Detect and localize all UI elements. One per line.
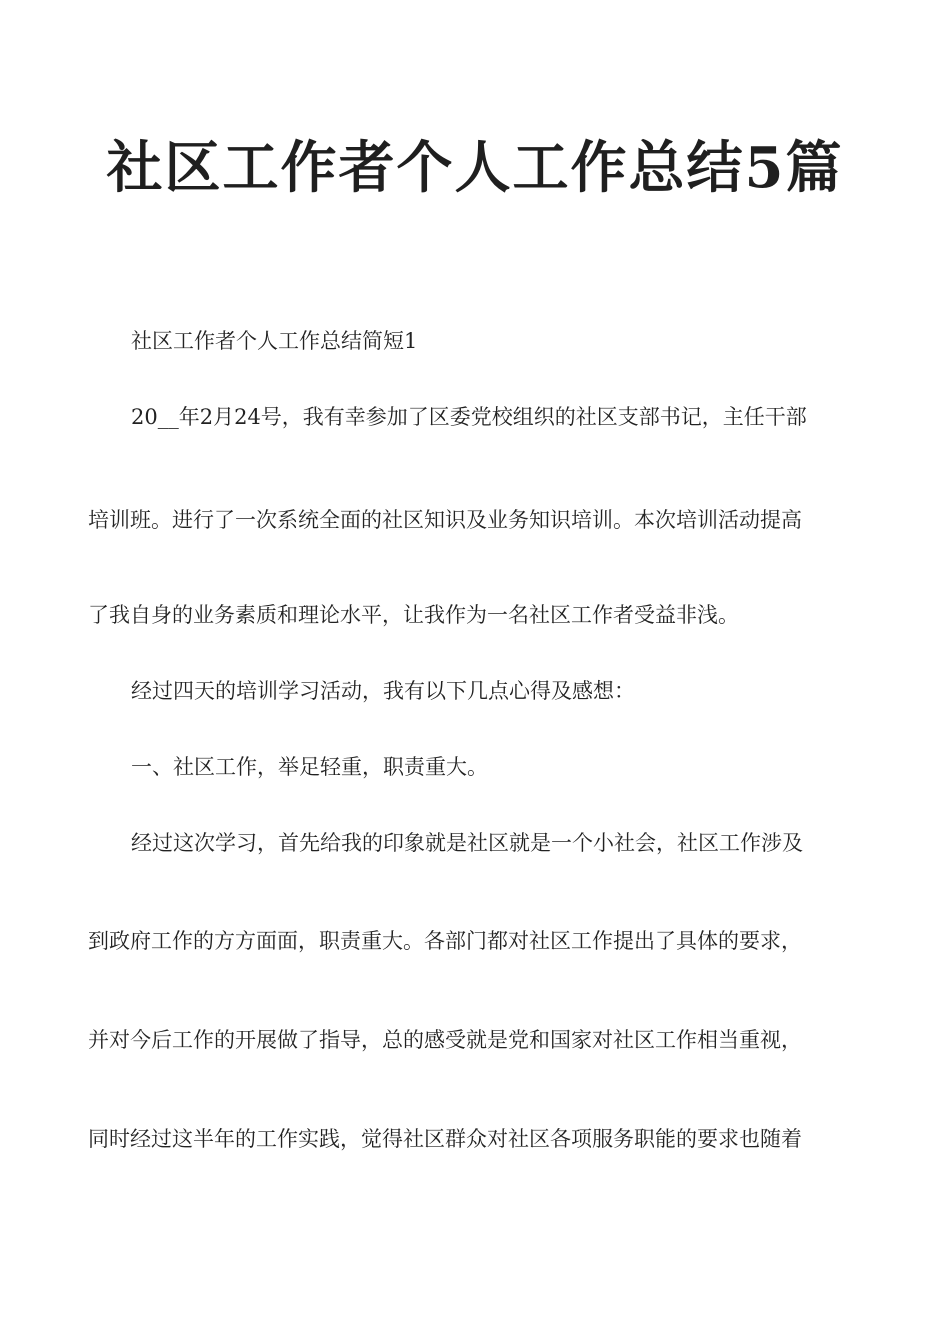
- paragraph-line: 并对今后工作的开展做了指导，总的感受就是党和国家对社区工作相当重视，: [88, 1028, 802, 1052]
- paragraph-line: 经过这次学习，首先给我的印象就是社区就是一个小社会，社区工作涉及: [131, 831, 803, 855]
- paragraph-line: 20__年2月24号，我有幸参加了区委党校组织的社区支部书记，主任干部: [131, 405, 807, 429]
- list-item-heading: 一、社区工作，举足轻重，职责重大。: [131, 755, 488, 779]
- paragraph-line: 经过四天的培训学习活动，我有以下几点心得及感想：: [131, 679, 635, 703]
- paragraph-line: 培训班。进行了一次系统全面的社区知识及业务知识培训。本次培训活动提高: [88, 508, 802, 532]
- document-title: 社区工作者个人工作总结5篇: [106, 135, 844, 201]
- section-heading: 社区工作者个人工作总结简短1: [131, 329, 418, 353]
- paragraph-line: 同时经过这半年的工作实践，觉得社区群众对社区各项服务职能的要求也随着: [88, 1127, 802, 1151]
- paragraph-line: 到政府工作的方方面面，职责重大。各部门都对社区工作提出了具体的要求，: [88, 929, 802, 953]
- paragraph-line: 了我自身的业务素质和理论水平，让我作为一名社区工作者受益非浅。: [88, 603, 739, 627]
